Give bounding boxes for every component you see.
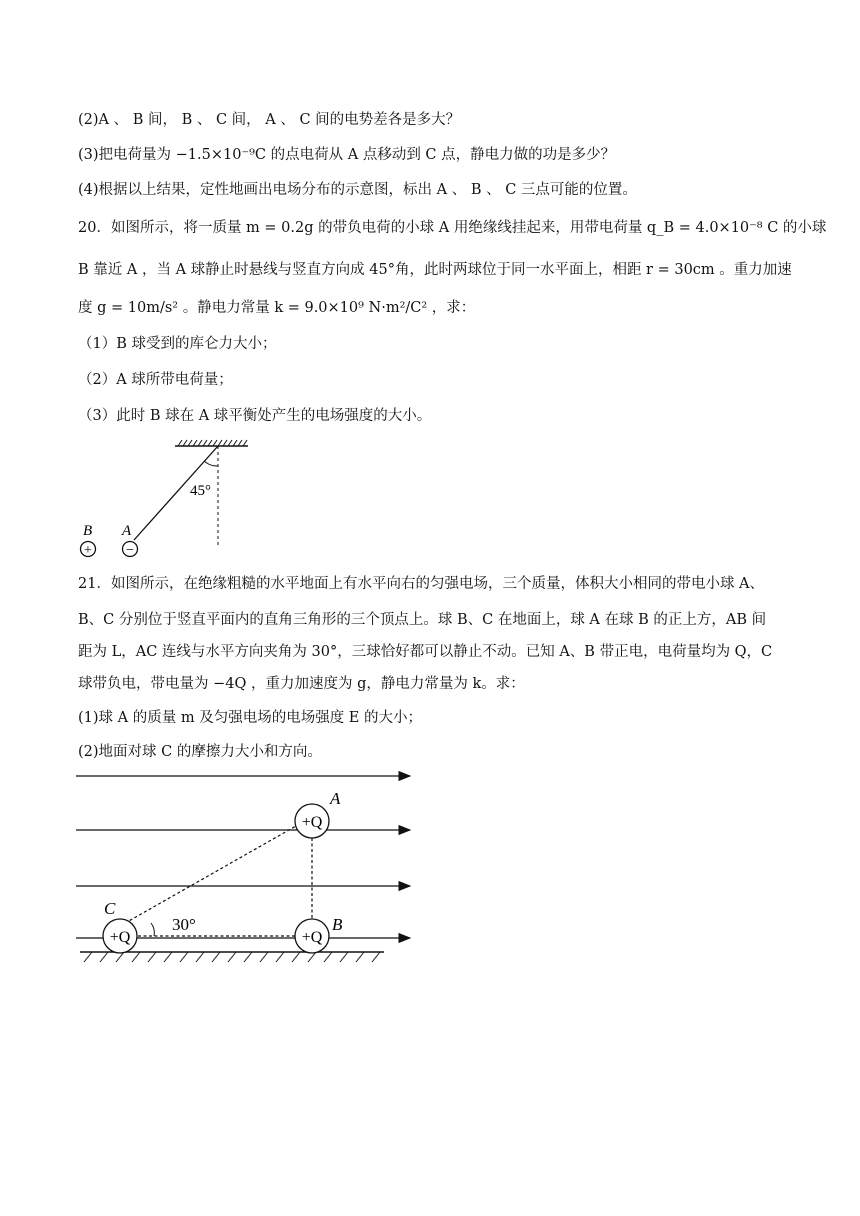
- ac-dashed-line: [120, 826, 296, 926]
- q21-stem-line2: B、C 分别位于竖直平面内的直角三角形的三个顶点上。球 B、C 在地面上，球 A 在球 B 的正上方，AB 间: [78, 612, 767, 628]
- q20-label-a: A: [122, 523, 132, 539]
- q19-part2: (2)A 、 B 间， B 、 C 间， A 、 C 间的电势差各是多大？: [78, 112, 461, 128]
- ball-a-charge: +Q: [301, 814, 323, 831]
- q21-stem-line4: 球带负电，带电量为 −4Q ，重力加速度为 g，静电力常量为 k。求：: [78, 676, 525, 692]
- q20-sub3: （3）此时 B 球在 A 球平衡处产生的电场强度的大小。: [78, 408, 432, 424]
- q21-stem-line1: 21．如图所示，在绝缘粗糙的水平地面上有水平向右的匀强电场，三个质量，体积大小相同的带电小球 A、: [78, 576, 765, 592]
- ball-a-sign: −: [126, 543, 134, 558]
- q21-label-a: A: [330, 789, 341, 808]
- ground-hatch: [84, 952, 380, 962]
- angle-arc: [204, 461, 218, 466]
- q21-figure: [74, 766, 420, 972]
- q21-label-b: B: [332, 915, 343, 934]
- q21-angle-label: 30°: [172, 915, 196, 934]
- q20-stem-line1: 20．如图所示，将一质量 m = 0.2g 的带负电荷的小球 A 用绝缘线挂起来，用带电荷量 q_B = 4.0×10⁻⁸ C 的小球: [78, 220, 827, 236]
- q20-figure: [72, 436, 262, 558]
- q21-sub1: (1)球 A 的质量 m 及匀强电场的电场强度 E 的大小；: [78, 710, 422, 726]
- ball-c-charge: +Q: [109, 929, 131, 946]
- q20-label-b: B: [83, 523, 93, 539]
- ceiling-hatch: [178, 440, 247, 446]
- q20-angle-label: 45°: [190, 483, 211, 499]
- q20-sub1: （1）B 球受到的库仑力大小；: [78, 336, 277, 352]
- q20-stem-line2: B 靠近 A ，当 A 球静止时悬线与竖直方向成 45°角，此时两球位于同一水平面上，相距 r = 30cm 。重力加速: [78, 262, 792, 278]
- q19-part4: (4)根据以上结果，定性地画出电场分布的示意图，标出 A 、 B 、 C 三点可能的位置。: [78, 182, 637, 198]
- q21-stem-line3: 距为 L，AC 连线与水平方向夹角为 30°，三球恰好都可以静止不动。已知 A、B 带正电，电荷量均为 Q，C: [78, 644, 773, 660]
- q21-sub2: (2)地面对球 C 的摩擦力大小和方向。: [78, 744, 322, 760]
- angle-arc-30: [151, 923, 154, 936]
- q21-label-c: C: [104, 899, 116, 918]
- q20-sub2: （2）A 球所带电荷量；: [78, 372, 233, 388]
- q19-part3: (3)把电荷量为 −1.5×10⁻⁹C 的点电荷从 A 点移动到 C 点，静电力做的功是多少？: [78, 147, 616, 163]
- ball-b-charge: +Q: [301, 929, 323, 946]
- ball-b-sign: +: [84, 543, 92, 558]
- q20-stem-line3: 度 g = 10m/s² 。静电力常量 k = 9.0×10⁹ N·m²/C² ，求：: [78, 300, 476, 316]
